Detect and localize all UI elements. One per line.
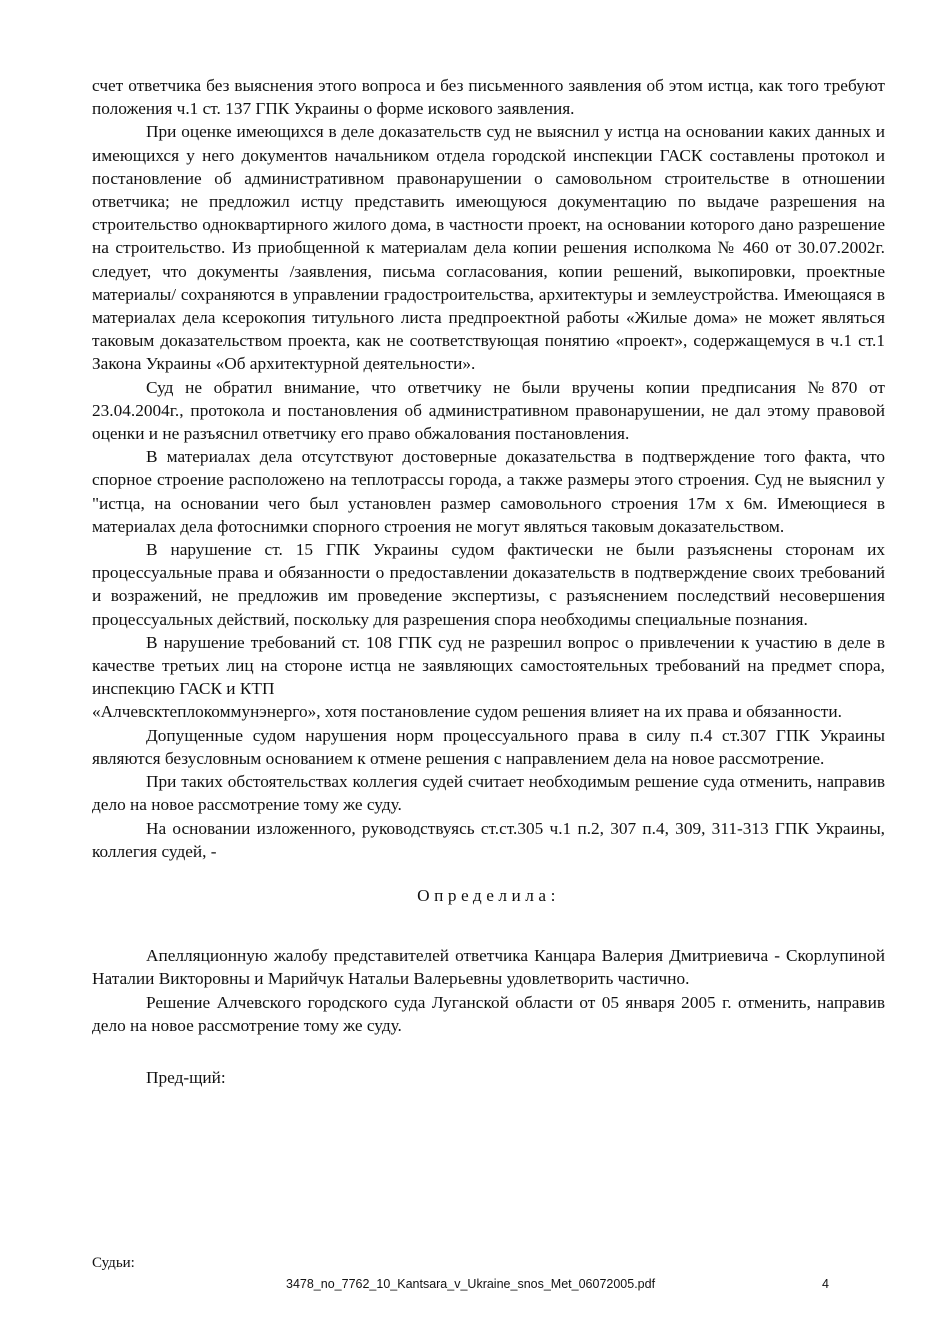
paragraph-procedural-rights: В нарушение ст. 15 ГПК Украины судом фактически не были разъяснены сторонам их процессуальные права и обязанности о предоставлении доказательств в подтверждение своих требований и возражений, не предложив им проведение экспертизы, с разъяснением последствий несовершения процессуальных действий, поскольку для разрешения спора необходимы специальные познания. (92, 540, 885, 629)
footer-filename: 3478_no_7762_10_Kantsara_v_Ukraine_snos_Met_06072005.pdf (286, 1277, 656, 1291)
ruling-heading: Определила: (417, 885, 560, 905)
paragraph-third-parties-continued: «Алчевсктеплокоммунэнерго», хотя постановление судом решения влияет на их права и обязанности. (92, 702, 842, 722)
presiding-judge-label: Пред-щий: (146, 1067, 226, 1087)
footer-page-number: 4 (822, 1277, 829, 1291)
resolution-decision: Решение Алчевского городского суда Луганской области от 05 января 2005 г. отменить, направив дело на новое рассмотрение тому же суду. (92, 992, 885, 1035)
document-body (92, 74, 885, 1089)
paragraph-prescription-copies: Суд не обратил внимание, что ответчику не были вручены копии предписания №870 от 23.04.2004г., протокола и постановления об административном правонарушении, не дал этому правовой оценки и не разъяснил ответчику его право обжалования постановления. (92, 377, 885, 444)
paragraph-violations: Допущенные судом нарушения норм процессуального права в силу п.4 ст.307 ГПК Украины являются безусловным основанием к отмене решения с направлением дела на новое рассмотрение. (92, 725, 885, 768)
paragraph-legal-basis: На основании изложенного, руководствуясь ст.ст.305 ч.1 п.2, 307 п.4, 309, 311-313 ГПК Украины, коллегия судей, - (92, 818, 885, 861)
resolution-appeal: Апелляционную жалобу представителей ответчика Канцара Валерия Дмитриевича - Скорлупиной Наталии Викторовны и Марийчук Натальи Валерьевны удовлетворить частично. (92, 946, 885, 989)
paragraph-evidence-assessment: При оценке имеющихся в деле доказательств суд не выяснил у истца на основании каких данных и имеющихся у него документов начальником отдела городской инспекции ГАСК составлены протокол и постановление об административном правонарушении о самовольном строительстве в отношении ответчика; не предложил истцу представить имеющуюся документацию по выдаче разрешения на строительство одноквартирного жилого дома, в частности проект, на основании которого дано разрешение на строительство. Из приобщенной к материалам дела копии решения исполкома № 460 от 30.07.2002г. следует, что документы /заявления, письма согласования, копии решений, выкопировки, проектные материалы/ сохраняются в управлении градостроительства, архитектуры и землеустройства. Имеющаяся в материалах дела ксерокопия титульного листа предпроектной работы «Жилые дома» не может являться таковым доказательством проекта, как не соответствующая понятию «проект», содержащемуся в ч.1 ст.1 Закона Украины «Об архитектурной деятельности». (92, 122, 885, 374)
paragraph-continuation: счет ответчика без выяснения этого вопроса и без письменного заявления об этом истца, как того требуют положения ч.1 ст. 137 ГПК Украины о форме искового заявления. (92, 76, 885, 119)
paragraph-third-parties: В нарушение требований ст. 108 ГПК суд не разрешил вопрос о привлечении к участию в деле в качестве третьих лиц на стороне истца не заявляющих самостоятельных требований на предмет спора, инспекцию ГАСК и КТП (92, 632, 885, 699)
judges-label: Судьи: (92, 1255, 135, 1271)
paragraph-circumstances: При таких обстоятельствах коллегия судей считает необходимым решение суда отменить, направив дело на новое рассмотрение тому же суду. (92, 772, 885, 815)
paragraph-missing-evidence: В материалах дела отсутствуют достоверные доказательства в подтверждение того факта, что спорное строение расположено на теплотрассы города, а также размеры этого строения. Суд не выяснил у "истца, на основании чего был установлен размер самовольного строения 17м х 6м. Имеющиеся в материалах дела фотоснимки спорного строения не могут являться таковым доказательством. (92, 447, 885, 536)
